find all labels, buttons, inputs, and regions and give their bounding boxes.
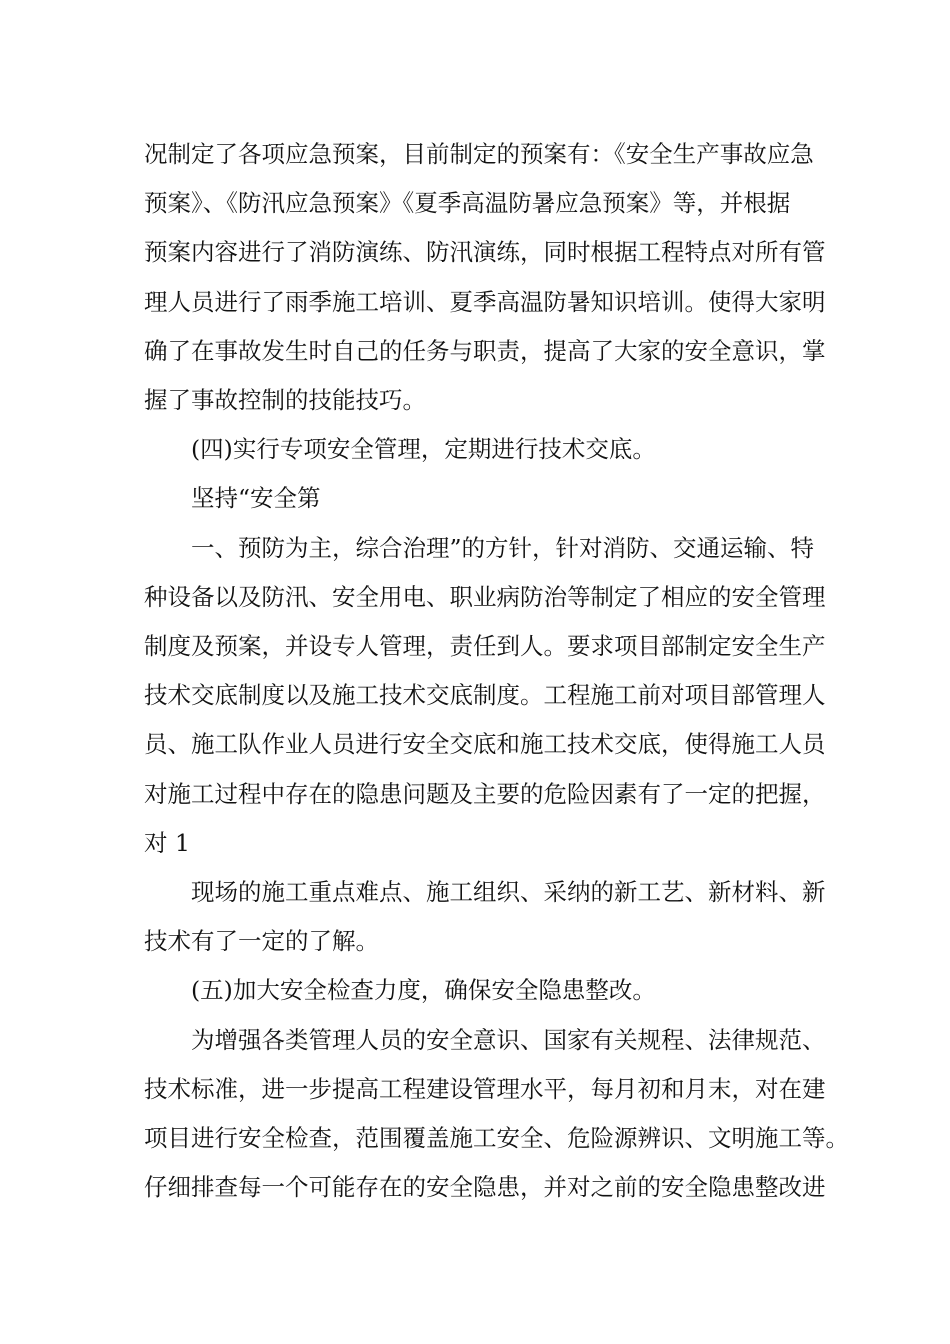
paragraph <box>144 1016 849 1213</box>
text-line: 预案》、《防汛应急预案》《夏季高温防暑应急预案》等，并根据 <box>144 189 791 218</box>
text-line: 理人员进行了雨季施工培训、夏季高温防暑知识培训。使得大家明 <box>144 287 826 316</box>
text-line: 员、施工队作业人员进行安全交底和施工技术交底，使得施工人员 <box>144 730 826 759</box>
document-body <box>144 130 849 1212</box>
paragraph <box>144 425 824 474</box>
text-line: 制度及预案，并设专人管理，责任到人。要求项目部制定安全生产 <box>144 632 826 661</box>
text-line: 一、预防为主，综合治理”的方针，针对消防、交通运输、特 <box>191 533 815 562</box>
text-line: (四)实行专项安全管理，定期进行技术交底。 <box>191 435 656 464</box>
text-line: 握了事故控制的技能技巧。 <box>144 386 426 415</box>
text-line: 种设备以及防汛、安全用电、职业病防治等制定了相应的安全管理 <box>144 582 826 611</box>
text-line: 现场的施工重点难点、施工组织、采纳的新工艺、新材料、新 <box>191 878 826 907</box>
text-line: 技术交底制度以及施工技术交底制度。工程施工前对项目部管理人 <box>144 681 826 710</box>
text-line: 确了在事故发生时自己的任务与职责，提高了大家的安全意识，掌 <box>144 336 826 365</box>
text-line: 对施工过程中存在的隐患问题及主要的危险因素有了一定的把握， <box>144 779 826 808</box>
paragraph <box>144 130 824 425</box>
text-line: 预案内容进行了消防演练、防汛演练，同时根据工程特点对所有管 <box>144 238 826 267</box>
text-line: 技术标准，进一步提高工程建设管理水平，每月初和月末，对在建 <box>144 1074 826 1103</box>
text-line: (五)加大安全检查力度，确保安全隐患整改。 <box>191 976 656 1005</box>
text-line: 坚持“安全第 <box>191 484 321 513</box>
text-line: 项目进行安全检查，范围覆盖施工安全、危险源辨识、文明施工等。 <box>144 1124 849 1153</box>
paragraph <box>144 474 824 523</box>
text-line: 技术有了一定的了解。 <box>144 927 379 956</box>
text-line: 对 1 <box>144 828 190 857</box>
paragraph <box>144 524 824 868</box>
paragraph <box>144 868 824 966</box>
text-line: 况制定了各项应急预案，目前制定的预案有：《安全生产事故应急 <box>144 140 814 168</box>
paragraph <box>144 966 824 1015</box>
text-line: 仔细排查每一个可能存在的安全隐患，并对之前的安全隐患整改进 <box>144 1173 826 1202</box>
text-line: 为增强各类管理人员的安全意识、国家有关规程、法律规范、 <box>191 1025 826 1054</box>
